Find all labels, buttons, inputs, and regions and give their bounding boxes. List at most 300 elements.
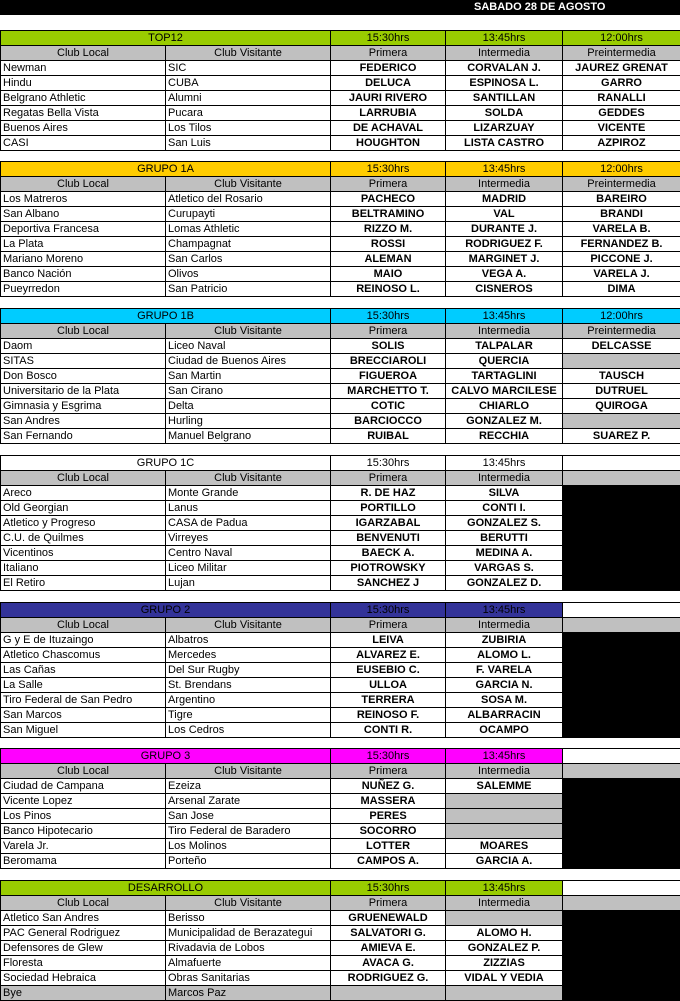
club-local-cell: Floresta	[1, 956, 166, 971]
referee-cell: FERNANDEZ B.	[563, 237, 680, 252]
referee-cell	[563, 854, 680, 869]
group-table	[0, 880, 680, 1001]
referee-cell: TALPALAR	[446, 339, 563, 354]
club-local-cell: Old Georgian	[1, 501, 166, 516]
referee-cell: SOLIS	[331, 339, 446, 354]
referee-cell	[446, 986, 563, 1001]
referee-cell	[563, 561, 680, 576]
club-visitante-cell: Marcos Paz	[166, 986, 331, 1001]
column-header-primera: Primera	[331, 177, 446, 192]
club-local-cell: Los Matreros	[1, 192, 166, 207]
referee-cell: ULLOA	[331, 678, 446, 693]
club-visitante-cell: Curupayti	[166, 207, 331, 222]
referee-cell	[563, 576, 680, 591]
referee-cell	[563, 794, 680, 809]
club-visitante-cell: San Martin	[166, 369, 331, 384]
referee-cell	[563, 531, 680, 546]
club-visitante-cell: Los Cedros	[166, 723, 331, 738]
group-time: 15:30hrs	[331, 881, 446, 896]
club-local-cell: La Plata	[1, 237, 166, 252]
referee-cell: BAREIRO	[563, 192, 680, 207]
club-visitante-cell: San Patricio	[166, 282, 331, 297]
column-header-primera: Primera	[331, 764, 446, 779]
column-header-primera: Primera	[331, 896, 446, 911]
club-local-cell: Don Bosco	[1, 369, 166, 384]
referee-cell: DELUCA	[331, 76, 446, 91]
group-time: 13:45hrs	[446, 162, 563, 177]
club-local-cell: SITAS	[1, 354, 166, 369]
referee-cell: SALEMME	[446, 779, 563, 794]
referee-cell: LEIVA	[331, 633, 446, 648]
referee-cell: DIMA	[563, 282, 680, 297]
club-visitante-cell: Arsenal Zarate	[166, 794, 331, 809]
referee-cell: LOTTER	[331, 839, 446, 854]
group-time: 12:00hrs	[563, 31, 680, 46]
referee-cell: PERES	[331, 809, 446, 824]
table-row	[1, 854, 680, 869]
referee-cell: GEDDES	[563, 106, 680, 121]
referee-cell: AMIEVA E.	[331, 941, 446, 956]
referee-cell: SOSA M.	[446, 693, 563, 708]
table-row	[1, 678, 680, 693]
column-header-visitante: Club Visitante	[166, 618, 331, 633]
column-header-local: Club Local	[1, 764, 166, 779]
referee-cell: MADRID	[446, 192, 563, 207]
group-time: 12:00hrs	[563, 309, 680, 324]
group-time: 15:30hrs	[331, 749, 446, 764]
group-title-row	[1, 749, 680, 764]
club-visitante-cell: CUBA	[166, 76, 331, 91]
referee-cell: AVACA G.	[331, 956, 446, 971]
referee-cell: COTIC	[331, 399, 446, 414]
club-local-cell: San Albano	[1, 207, 166, 222]
referee-cell: GONZALEZ M.	[446, 414, 563, 429]
table-row	[1, 839, 680, 854]
referee-cell	[563, 839, 680, 854]
column-header-visitante: Club Visitante	[166, 324, 331, 339]
referee-cell	[563, 708, 680, 723]
referee-cell: ZIZZIAS	[446, 956, 563, 971]
referee-cell	[563, 941, 680, 956]
club-visitante-cell: Rivadavia de Lobos	[166, 941, 331, 956]
group-title-row	[1, 31, 680, 46]
referee-cell: CORVALAN J.	[446, 61, 563, 76]
group-time: 13:45hrs	[446, 749, 563, 764]
referee-cell: SALVATORI G.	[331, 926, 446, 941]
club-local-cell: Universitario de la Plata	[1, 384, 166, 399]
club-visitante-cell: Mercedes	[166, 648, 331, 663]
table-row	[1, 399, 680, 414]
referee-cell	[563, 516, 680, 531]
group-title-row	[1, 603, 680, 618]
referee-cell: ALVAREZ E.	[331, 648, 446, 663]
referee-cell: ZUBIRIA	[446, 633, 563, 648]
club-local-cell: Gimnasia y Esgrima	[1, 399, 166, 414]
referee-cell: R. DE HAZ	[331, 486, 446, 501]
table-row	[1, 501, 680, 516]
group-time: 12:00hrs	[563, 162, 680, 177]
referee-cell: LARRUBIA	[331, 106, 446, 121]
column-header-visitante: Club Visitante	[166, 46, 331, 61]
referee-cell: GARRO	[563, 76, 680, 91]
referee-cell: SANTILLAN	[446, 91, 563, 106]
referee-cell	[563, 971, 680, 986]
referee-cell	[563, 956, 680, 971]
club-local-cell: Deportiva Francesa	[1, 222, 166, 237]
referee-cell: CONTI I.	[446, 501, 563, 516]
referee-cell: BELTRAMINO	[331, 207, 446, 222]
referee-cell: REINOSO F.	[331, 708, 446, 723]
table-row	[1, 384, 680, 399]
table-row	[1, 252, 680, 267]
table-row	[1, 237, 680, 252]
column-header-primera: Primera	[331, 471, 446, 486]
club-visitante-cell: Delta	[166, 399, 331, 414]
column-header-intermedia: Intermedia	[446, 324, 563, 339]
referee-cell	[563, 779, 680, 794]
referee-cell	[563, 354, 680, 369]
referee-cell	[563, 926, 680, 941]
referee-cell	[563, 663, 680, 678]
club-visitante-cell: CASA de Padua	[166, 516, 331, 531]
club-visitante-cell: Del Sur Rugby	[166, 663, 331, 678]
referee-cell: GONZALEZ D.	[446, 576, 563, 591]
referee-cell: RUIBAL	[331, 429, 446, 444]
table-row	[1, 486, 680, 501]
referee-cell: OCAMPO	[446, 723, 563, 738]
column-header-intermedia: Intermedia	[446, 764, 563, 779]
referee-cell: SILVA	[446, 486, 563, 501]
referee-cell: CALVO MARCILESE	[446, 384, 563, 399]
table-row	[1, 911, 680, 926]
club-visitante-cell: San Cirano	[166, 384, 331, 399]
club-local-cell: Atletico y Progreso	[1, 516, 166, 531]
referee-cell: LIZARZUAY	[446, 121, 563, 136]
referee-cell: CISNEROS	[446, 282, 563, 297]
table-row	[1, 824, 680, 839]
table-row	[1, 106, 680, 121]
referee-cell: FIGUEROA	[331, 369, 446, 384]
column-header-local: Club Local	[1, 896, 166, 911]
column-header-row	[1, 618, 680, 633]
table-row	[1, 429, 680, 444]
table-row	[1, 648, 680, 663]
referee-cell: TAUSCH	[563, 369, 680, 384]
club-local-cell: Sociedad Hebraica	[1, 971, 166, 986]
group-time: 15:30hrs	[331, 162, 446, 177]
table-row	[1, 76, 680, 91]
group-title: GRUPO 1A	[1, 162, 331, 177]
referee-cell	[446, 794, 563, 809]
referee-cell: GONZALEZ S.	[446, 516, 563, 531]
group-table	[0, 30, 680, 151]
group-title: GRUPO 1C	[1, 456, 331, 471]
group-time: 13:45hrs	[446, 31, 563, 46]
club-visitante-cell: Argentino	[166, 693, 331, 708]
referee-cell: VICENTE	[563, 121, 680, 136]
table-row	[1, 926, 680, 941]
referee-cell: CAMPOS A.	[331, 854, 446, 869]
referee-cell	[563, 693, 680, 708]
referee-cell: DE ACHAVAL	[331, 121, 446, 136]
club-local-cell: CASI	[1, 136, 166, 151]
referee-cell: GARCIA N.	[446, 678, 563, 693]
club-local-cell: PAC General Rodriguez	[1, 926, 166, 941]
referee-cell: GARCIA A.	[446, 854, 563, 869]
club-visitante-cell: Lomas Athletic	[166, 222, 331, 237]
column-header-local: Club Local	[1, 618, 166, 633]
table-row	[1, 222, 680, 237]
referee-cell: JAUREZ GRENAT	[563, 61, 680, 76]
referee-cell: CHIARLO	[446, 399, 563, 414]
group-title: GRUPO 3	[1, 749, 331, 764]
column-header-row	[1, 177, 680, 192]
group-time: 15:30hrs	[331, 309, 446, 324]
table-row	[1, 723, 680, 738]
table-row	[1, 986, 680, 1001]
table-row	[1, 633, 680, 648]
club-local-cell: Belgrano Athletic	[1, 91, 166, 106]
club-visitante-cell: Porteño	[166, 854, 331, 869]
table-row	[1, 708, 680, 723]
group-time	[563, 603, 680, 618]
club-visitante-cell: Champagnat	[166, 237, 331, 252]
club-local-cell: Vicente Lopez	[1, 794, 166, 809]
referee-cell: JAURI RIVERO	[331, 91, 446, 106]
club-visitante-cell: Berisso	[166, 911, 331, 926]
table-row	[1, 282, 680, 297]
table-row	[1, 339, 680, 354]
referee-cell	[563, 723, 680, 738]
referee-cell: PACHECO	[331, 192, 446, 207]
referee-cell: ALBARRACIN	[446, 708, 563, 723]
club-visitante-cell: Atletico del Rosario	[166, 192, 331, 207]
club-local-cell: Areco	[1, 486, 166, 501]
group-title: DESARROLLO	[1, 881, 331, 896]
referee-cell: RODRIGUEZ G.	[331, 971, 446, 986]
table-row	[1, 61, 680, 76]
club-visitante-cell: Liceo Militar	[166, 561, 331, 576]
club-visitante-cell: Manuel Belgrano	[166, 429, 331, 444]
table-row	[1, 192, 680, 207]
referee-cell: BRANDI	[563, 207, 680, 222]
date-header-bar	[0, 0, 680, 15]
club-local-cell: Ciudad de Campana	[1, 779, 166, 794]
referee-cell	[563, 501, 680, 516]
table-row	[1, 267, 680, 282]
table-row	[1, 941, 680, 956]
club-local-cell: Buenos Aires	[1, 121, 166, 136]
table-row	[1, 136, 680, 151]
referee-cell: BERUTTI	[446, 531, 563, 546]
referee-cell: RECCHIA	[446, 429, 563, 444]
table-row	[1, 414, 680, 429]
referee-cell: ESPINOSA L.	[446, 76, 563, 91]
referee-cell	[563, 809, 680, 824]
club-local-cell: Bye	[1, 986, 166, 1001]
club-visitante-cell: Tigre	[166, 708, 331, 723]
referee-cell: AZPIROZ	[563, 136, 680, 151]
referee-cell	[563, 648, 680, 663]
referee-cell: PORTILLO	[331, 501, 446, 516]
group-table	[0, 602, 680, 738]
club-local-cell: La Salle	[1, 678, 166, 693]
column-header-intermedia: Intermedia	[446, 471, 563, 486]
referee-cell: EUSEBIO C.	[331, 663, 446, 678]
referee-cell: VARELA B.	[563, 222, 680, 237]
group-time: 13:45hrs	[446, 456, 563, 471]
club-local-cell: Atletico San Andres	[1, 911, 166, 926]
club-visitante-cell: Los Tilos	[166, 121, 331, 136]
referee-cell: REINOSO L.	[331, 282, 446, 297]
club-local-cell: Pueyrredon	[1, 282, 166, 297]
table-row	[1, 971, 680, 986]
column-header-preintermedia: Preintermedia	[563, 46, 680, 61]
referee-cell	[563, 824, 680, 839]
group-table	[0, 455, 680, 591]
table-row	[1, 354, 680, 369]
referee-cell: BARCIOCCO	[331, 414, 446, 429]
referee-cell: VARELA J.	[563, 267, 680, 282]
club-visitante-cell: San Carlos	[166, 252, 331, 267]
club-visitante-cell: Monte Grande	[166, 486, 331, 501]
table-row	[1, 91, 680, 106]
referee-cell: IGARZABAL	[331, 516, 446, 531]
referee-cell: FEDERICO	[331, 61, 446, 76]
table-row	[1, 369, 680, 384]
group-time	[563, 881, 680, 896]
referee-cell: SUAREZ P.	[563, 429, 680, 444]
club-visitante-cell: SIC	[166, 61, 331, 76]
column-header-preintermedia	[563, 618, 680, 633]
referee-cell	[563, 414, 680, 429]
referee-cell: MOARES	[446, 839, 563, 854]
group-time: 13:45hrs	[446, 603, 563, 618]
club-local-cell: Beromama	[1, 854, 166, 869]
club-local-cell: C.U. de Quilmes	[1, 531, 166, 546]
referee-cell: RANALLI	[563, 91, 680, 106]
club-local-cell: El Retiro	[1, 576, 166, 591]
referee-cell: ROSSI	[331, 237, 446, 252]
club-local-cell: San Fernando	[1, 429, 166, 444]
referee-cell: BRECCIAROLI	[331, 354, 446, 369]
referee-cell	[563, 986, 680, 1001]
referee-cell	[563, 911, 680, 926]
club-local-cell: Italiano	[1, 561, 166, 576]
group-time: 15:30hrs	[331, 31, 446, 46]
column-header-local: Club Local	[1, 177, 166, 192]
referee-cell	[331, 986, 446, 1001]
table-row	[1, 561, 680, 576]
column-header-row	[1, 896, 680, 911]
group-time: 15:30hrs	[331, 456, 446, 471]
column-header-primera: Primera	[331, 46, 446, 61]
referee-cell	[446, 809, 563, 824]
group-time	[563, 456, 680, 471]
column-header-local: Club Local	[1, 324, 166, 339]
column-header-preintermedia	[563, 764, 680, 779]
club-local-cell: Banco Nación	[1, 267, 166, 282]
referee-cell: SANCHEZ J	[331, 576, 446, 591]
referee-cell: DELCASSE	[563, 339, 680, 354]
column-header-intermedia: Intermedia	[446, 896, 563, 911]
club-local-cell: Tiro Federal de San Pedro	[1, 693, 166, 708]
group-title: GRUPO 2	[1, 603, 331, 618]
club-visitante-cell: San Jose	[166, 809, 331, 824]
club-visitante-cell: Los Molinos	[166, 839, 331, 854]
club-local-cell: Vicentinos	[1, 546, 166, 561]
column-header-preintermedia: Preintermedia	[563, 324, 680, 339]
club-visitante-cell: Ezeiza	[166, 779, 331, 794]
club-local-cell: Newman	[1, 61, 166, 76]
referee-cell: VARGAS S.	[446, 561, 563, 576]
column-header-visitante: Club Visitante	[166, 896, 331, 911]
referee-cell: TERRERA	[331, 693, 446, 708]
column-header-primera: Primera	[331, 618, 446, 633]
table-row	[1, 779, 680, 794]
referee-cell: HOUGHTON	[331, 136, 446, 151]
referee-cell: RIZZO M.	[331, 222, 446, 237]
club-visitante-cell: Municipalidad de Berazategui	[166, 926, 331, 941]
referee-cell: SOCORRO	[331, 824, 446, 839]
referee-cell	[563, 678, 680, 693]
club-local-cell: Los Pinos	[1, 809, 166, 824]
club-visitante-cell: Pucara	[166, 106, 331, 121]
table-row	[1, 121, 680, 136]
club-local-cell: Defensores de Glew	[1, 941, 166, 956]
referee-cell: QUERCIA	[446, 354, 563, 369]
club-visitante-cell: Liceo Naval	[166, 339, 331, 354]
referee-cell: BAECK A.	[331, 546, 446, 561]
club-local-cell: Regatas Bella Vista	[1, 106, 166, 121]
referee-cell: MARCHETTO T.	[331, 384, 446, 399]
club-visitante-cell: Olivos	[166, 267, 331, 282]
group-table	[0, 161, 680, 297]
group-title-row	[1, 456, 680, 471]
group-time: 15:30hrs	[331, 603, 446, 618]
table-row	[1, 794, 680, 809]
table-row	[1, 516, 680, 531]
referee-cell: LISTA CASTRO	[446, 136, 563, 151]
referee-cell	[446, 824, 563, 839]
club-visitante-cell: Ciudad de Buenos Aires	[166, 354, 331, 369]
club-local-cell: Banco Hipotecario	[1, 824, 166, 839]
group-title-row	[1, 881, 680, 896]
referee-cell: MARGINET J.	[446, 252, 563, 267]
club-visitante-cell: St. Brendans	[166, 678, 331, 693]
table-row	[1, 531, 680, 546]
club-visitante-cell: Almafuerte	[166, 956, 331, 971]
club-visitante-cell: San Luis	[166, 136, 331, 151]
club-local-cell: Hindu	[1, 76, 166, 91]
referee-cell: GONZALEZ P.	[446, 941, 563, 956]
referee-cell: VIDAL Y VEDIA	[446, 971, 563, 986]
table-row	[1, 663, 680, 678]
referee-cell: ALOMO L.	[446, 648, 563, 663]
referee-cell	[563, 486, 680, 501]
referee-cell: SOLDA	[446, 106, 563, 121]
column-header-preintermedia	[563, 896, 680, 911]
referee-cell	[446, 911, 563, 926]
date-header: SABADO 28 DE AGOSTO	[474, 1, 605, 14]
referee-cell: NUÑEZ G.	[331, 779, 446, 794]
club-local-cell: G y E de Ituzaingo	[1, 633, 166, 648]
club-visitante-cell: Lanus	[166, 501, 331, 516]
group-table	[0, 308, 680, 444]
referee-cell: QUIROGA	[563, 399, 680, 414]
table-row	[1, 809, 680, 824]
referee-cell: F. VARELA	[446, 663, 563, 678]
